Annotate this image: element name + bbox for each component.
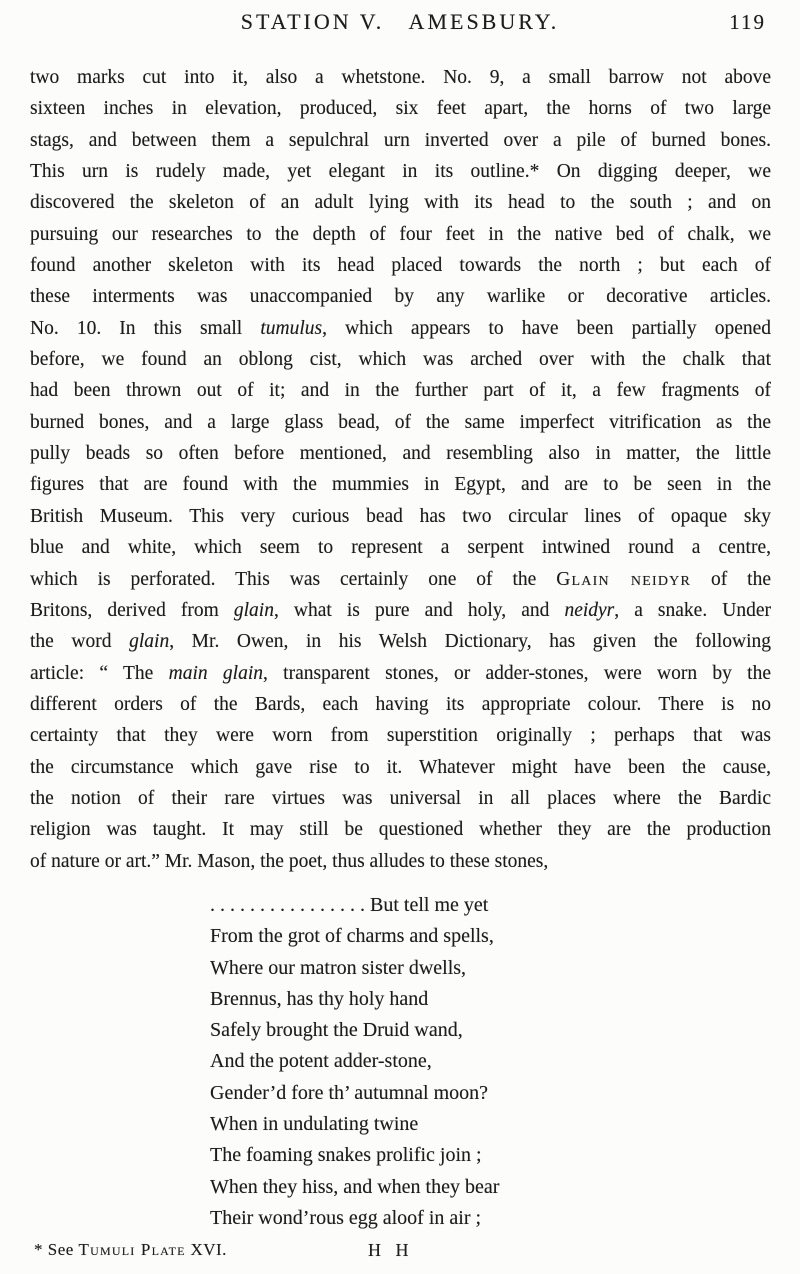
text-line: two marks cut into it, also a whetstone. No. 9, a small barrow not above (30, 67, 771, 88)
text-line: Safely brought the Druid wand, (210, 1019, 463, 1042)
text-line: Their wond’rous egg aloof in air ; (210, 1206, 482, 1229)
text-line: The foaming snakes prolific join ; (210, 1144, 482, 1167)
text-line: When they hiss, and when they bear (210, 1175, 500, 1198)
text-line: This urn is rudely made, yet elegant in its outline.* On digging deeper, we (30, 161, 771, 183)
page-header (0, 0, 800, 35)
text-line: article: “ The main glain, transparent stones, or adder-stones, were worn by the (30, 662, 771, 684)
text-line: Where our matron sister dwells, (210, 956, 467, 979)
text-line: sixteen inches in elevation, produced, six feet apart, the horns of two large (30, 98, 771, 120)
text-line: stags, and between them a sepulchral urn inverted over a pile of burned bones. (30, 129, 771, 151)
poem (210, 890, 499, 1234)
text-line: And the potent adder-stone, (210, 1050, 432, 1073)
text-line: Britons, derived from glain, what is pure and holy, and neidyr, a snake. Under (30, 599, 771, 621)
page-number: 119 (729, 10, 766, 34)
text-line: discovered the skeleton of an adult lying with its head to the south ; and on (30, 192, 771, 214)
text-line: found another skeleton with its head placed towards the north ; but each of (30, 255, 771, 277)
text-line: When in undulating twine (210, 1113, 419, 1136)
text-line: blue and white, which seem to represent a serpent intwined round a centre, (30, 537, 771, 559)
text-line: Brennus, has thy holy hand (210, 987, 429, 1010)
text-line: had been thrown out of it; and in the further part of it, a few fragments of (30, 380, 771, 402)
text-line: . . . . . . . . . . . . . . . . But tell me yet (210, 894, 489, 916)
footnote: * See Tumuli Plate XVI. (34, 1240, 227, 1259)
text-line: Gender’d fore th’ autumnal moon? (210, 1081, 489, 1104)
signature-mark: H H (368, 1240, 414, 1260)
page-title: STATION V. AMESBURY. (240, 9, 560, 34)
text-line: which is perforated. This was certainly one of the Glain neidyr of the (30, 568, 771, 590)
text-line: burned bones, and a large glass bead, of the same imperfect vitrification as the (30, 411, 771, 433)
text-line: of nature or art.” Mr. Mason, the poet, thus alludes to these stones, (30, 850, 549, 872)
text-line: the word glain, Mr. Owen, in his Welsh Dictionary, has given the following (30, 631, 771, 653)
text-line: religion was taught. It may still be questioned whether they are the production (30, 819, 771, 841)
text-line: these interments was unaccompanied by any warlike or decorative articles. (30, 286, 771, 308)
text-line: the circumstance which gave rise to it. Whatever might have been the cause, (30, 756, 771, 778)
text-line: the notion of their rare virtues was universal in all places where the Bardic (30, 787, 771, 809)
text-line: British Museum. This very curious bead has two circular lines of opaque sky (30, 505, 771, 527)
text-line: pully beads so often before mentioned, and resembling also in matter, the little (30, 443, 771, 465)
text-line: different orders of the Bards, each having its appropriate colour. There is no (30, 693, 771, 715)
text-line: pursuing our researches to the depth of four feet in the native bed of chalk, we (30, 223, 771, 245)
text-line: From the grot of charms and spells, (210, 925, 494, 948)
text-line: figures that are found with the mummies in Egypt, and are to be seen in the (30, 474, 771, 496)
text-line: certainty that they were worn from superstition originally ; perhaps that was (30, 725, 771, 747)
text-line: No. 10. In this small tumulus, which appears to have been partially opened (30, 317, 771, 339)
text-line: before, we found an oblong cist, which was arched over with the chalk that (30, 349, 771, 371)
body-text (30, 62, 771, 877)
